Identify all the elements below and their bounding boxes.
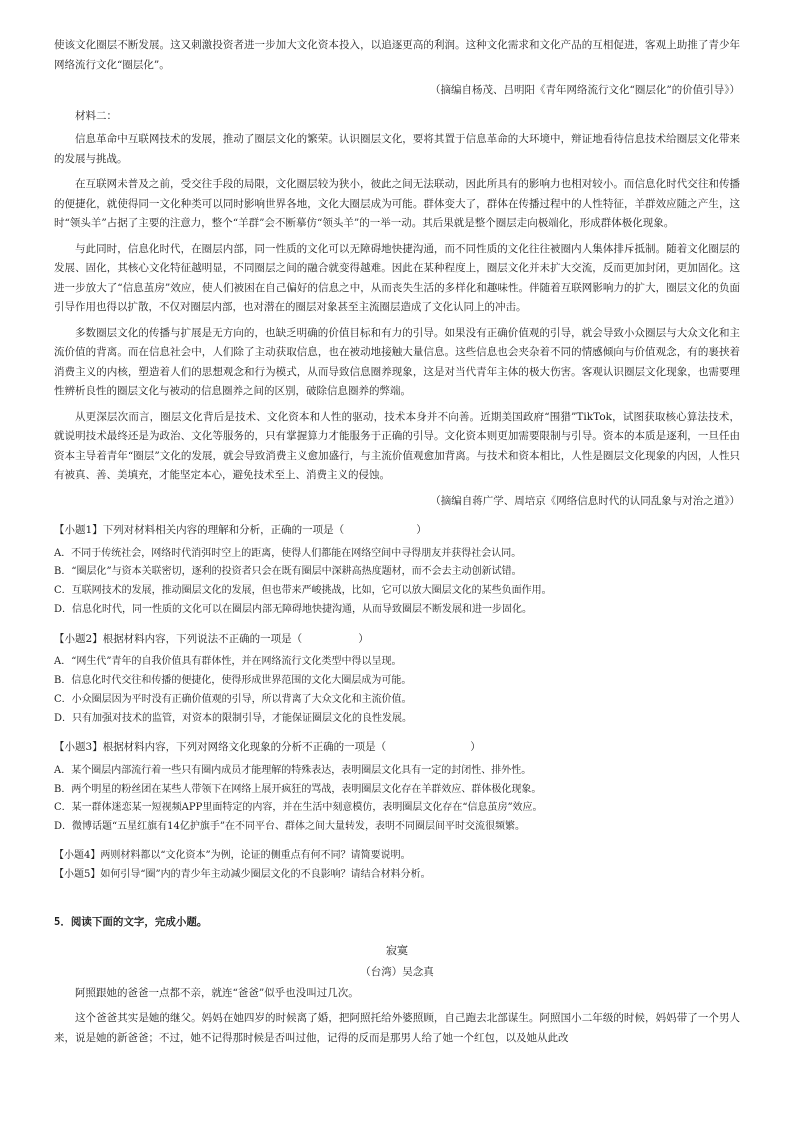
question-text: 根据材料内容，下列对网络文化现象的分析不正确的一项是（: [102, 741, 387, 754]
material-two-paragraph: 信息革命中互联网技术的发展，推动了圈层文化的繁荣。认识圈层文化，要将其置于信息革命的大环境中，辩证地看待信息技术给圈层文化带来的发展与挑战。: [54, 133, 740, 165]
question-stem: [54, 521, 740, 541]
option-a: A．不同于传统社会，网络时代消弭时空上的距离，使得人们都能在网络空间中寻得朋友并获得社会认同。: [54, 547, 522, 559]
question-1: [54, 521, 740, 620]
passage-paragraph: 这个爸爸其实是她的继父。妈妈在她四岁的时候离了婚，把阿照托给外婆照顾，自己跑去北部谋生。阿照国小二年级的时候，妈妈带了一个男人来，说是她的新爸爸；不过，她不记得那时候是否叫过他，记得的反而是那男人给了她一个红包，以及她从此改: [54, 1012, 740, 1044]
question-label: 【小题5】: [54, 868, 101, 880]
question-close: ）: [416, 524, 427, 536]
material-two-source: （摘编自蒋广学、周培京《网络信息时代的认同乱象与对治之道》）: [430, 494, 740, 507]
material-one-source: （摘编自杨茂、吕明阳《青年网络流行文化“圈层化”的价值引导》）: [430, 84, 740, 96]
passage-author: （台湾）吴念真: [360, 965, 434, 978]
question-stem: [54, 630, 740, 650]
option-b: B．两个明星的粉丝团在某些人带领下在网络上展开疯狂的骂战，表明圈层文化存在羊群效应、群体极化现象。: [54, 783, 542, 795]
question-3: [54, 738, 740, 837]
material-two-paragraph: 多数圈层文化的传播与扩展是无方向的，也缺乏明确的价值目标和有力的引导。如果没有正确价值观的引导，就会导致小众圈层与大众文化和主流价值的背离。而在信息社会中，人们除了主动获取信息，也在被动地接触大量信息。这些信息也会夹杂着不同的情感倾向与价值观念，有的裹挟着消费主义的内核，塑造着人们的思想观念和行为模式，从而导致信息圈养现象，这是对当代青年主体的极大伤害。客观认识圈层文化现象，也需要理性辨析良性的圈层文化与被动的信息圈养之间的区别，破除信息圈养的弊端。: [54, 326, 740, 397]
material-two-paragraph: 在互联网未普及之前，受交往手段的局限，文化圈层较为狭小，彼此之间无法联动，因此所具有的影响力也相对较小。而信息化时代交往和传播的便捷化，就使得同一文化种类可以同时影响世界各地，文化大圈层成为可能。群体变大了，群体在传播过程中的人性特征，羊群效应随之产生，这时“领头羊”占据了主要的注意力，整个“羊群”会不断摹仿“领头羊”的一举一动。其后果就是整个圈层走向极端化，形成群体极化现象。: [54, 178, 740, 229]
material-two-label: 材料二：: [75, 109, 117, 122]
option-b: B．信息化时代交往和传播的便捷化，使得形成世界范围的文化大圈层成为可能。: [54, 674, 412, 686]
option-c: C．某一群体迷恋某一短视频APP里面特定的内容，并在生活中刻意模仿，表明圈层文化存在“信息茧房”效应。: [54, 802, 543, 814]
question-4: [54, 847, 740, 866]
option-d: D．微博话题“五星红旗有14亿护旗手”在不同平台、群体之间大量转发，表明不同圈层间平时交流很频繁。: [54, 821, 525, 833]
option-c: C．互联网技术的发展，推动圈层文化的发展，但也带来严峻挑战，比如，它可以放大圈层文化的某些负面作用。: [54, 585, 552, 597]
question-2: [54, 630, 740, 729]
option-d: D．只有加强对技术的监管，对资本的限制引导，才能保证圈层文化的良性发展。: [54, 712, 413, 724]
question-label: 【小题2】: [54, 632, 103, 645]
question-text: 两则材料都以“文化资本”为例，论证的侧重点有何不同？请简要说明。: [100, 850, 411, 862]
question-stem: [54, 738, 740, 758]
option-d: D．信息化时代，同一性质的文化可以在圈层内部无障碍地快捷沟通，从而导致圈层不断发展和进一步固化。: [54, 603, 533, 615]
question-text: 根据材料内容，下列说法不正确的一项是（: [102, 632, 303, 645]
short-questions: [54, 847, 740, 885]
question-label: 【小题1】: [54, 524, 103, 536]
question-text: 下列对材料相关内容的理解和分析，正确的一项是（: [102, 524, 345, 536]
question-label: 【小题4】: [54, 850, 101, 862]
passage-paragraph: 阿照跟她的爸爸一点都不亲，就连“爸爸”似乎也没叫过几次。: [75, 986, 359, 999]
material-two-paragraph: 从更深层次而言，圈层文化背后是技术、文化资本和人性的驱动，技术本身并不向善。近期美国政府“围猎”TikTok，试图获取核心算法技术，就说明技术最终还是为政治、文化等服务的，只有掌握算力才能服务于正确的引导。文化资本则更加需要限制与引导。资本的本质是逐利，一旦任由资本主导着青年“圈层”文化的发展，就会导致消费主义愈加盛行，与主流价值观愈加背离。与技术和资本相比，人性是圈层文化现象的内因，人性只有被真、善、美填充，才能坚定本心，避免技术至上、消费主义的侵蚀。: [54, 410, 740, 481]
question-5: [54, 866, 740, 885]
question-close: ）: [470, 741, 481, 754]
question-close: ）: [358, 632, 369, 645]
option-b: B．“圈层化”与资本关联密切，逐利的投资者只会在既有圈层中深耕高热度题材，而不会去主动创新试错。: [54, 566, 522, 578]
option-c: C．小众圈层因为平时没有正确价值观的引导，所以背离了大众文化和主流价值。: [54, 693, 412, 705]
question-text: 如何引导“圈”内的青少年主动减少圈层文化的不良影响？请结合材料分析。: [100, 868, 431, 880]
question-label: 【小题3】: [54, 741, 103, 754]
passage-title: 寂寞: [386, 943, 408, 957]
material-one-tail: 使该文化圈层不断发展。这又刺激投资者进一步加大文化资本投入，以追逐更高的利润。这种文化需求和文化产品的互相促进，客观上助推了青少年网络流行文化“圈层化”。: [54, 39, 740, 71]
section-heading: 5．阅读下面的文字，完成小题。: [54, 915, 208, 928]
option-a: A．“网生代”青年的自我价值具有群体性，并在网络流行文化类型中得以呈现。: [54, 656, 402, 668]
material-two-paragraph: 与此同时，信息化时代，在圈层内部，同一性质的文化可以无障碍地快捷沟通，而不同性质的文化往往被圈内人集体排斥抵制。随着文化圈层的发展、固化，其核心文化特征越明显，不同圈层之间的融合就变得越难。因此在某种程度上，圈层文化并未扩大交流，反而更加封闭，更加固化。这进一步放大了“信息茧房”效应，使人们被困在自己偏好的信息之中，从而丧失生活的多样化和趣味性。伴随着互联网影响力的扩大，圈层文化的负面引导作用也得以扩散，不仅对圈层内部，也对潜在的圈层对象甚至主流圈层造成了文化认同上的冲击。: [54, 242, 740, 313]
option-a: A．某个圈层内部流行着一些只有圈内成员才能理解的特殊表达，表明圈层文化具有一定的封闭性、排外性。: [54, 764, 532, 776]
